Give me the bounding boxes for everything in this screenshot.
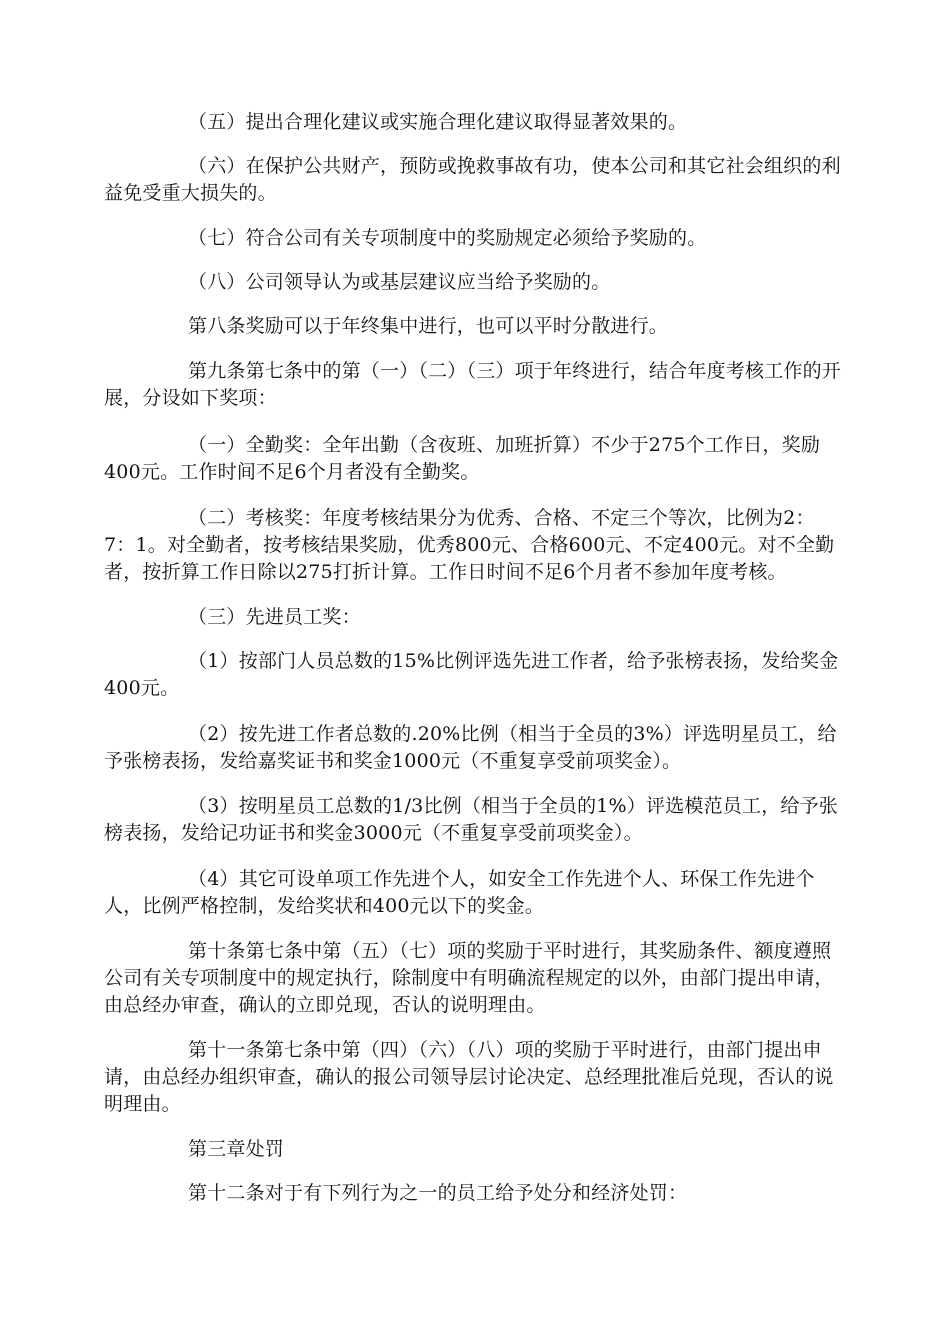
paragraph-article-9: 第九条第七条中的第（一）（二）（三）项于年终进行，结合年度考核工作的开展，分设如下奖项： xyxy=(104,360,842,409)
paragraph-article-8: 第八条奖励可以于年终集中进行，也可以平时分散进行。 xyxy=(188,315,669,337)
paragraph-item-5: （五）提出合理化建议或实施合理化建议取得显著效果的。 xyxy=(188,111,688,133)
paragraph-advanced-staff-award: （三）先进员工奖： xyxy=(188,606,361,628)
paragraph-assessment-award: （二）考核奖：年度考核结果分为优秀、合格、不定三个等次，比例为2：7：1。对全勤者，按考核结果奖励，优秀800元、合格600元、不定400元。对不全勤者，按折算工作日除以275打折计算。工作日时间不足6个月者不参加年度考核。 xyxy=(104,507,835,583)
paragraph-advanced-staff-1: （1）按部门人员总数的15%比例评选先进工作者，给予张榜表扬，发给奖金400元。 xyxy=(104,650,839,699)
paragraph-item-6: （六）在保护公共财产，预防或挽救事故有功，使本公司和其它社会组织的利益免受重大损失的。 xyxy=(104,155,841,204)
paragraph-article-10: 第十条第七条中第（五）（七）项的奖励于平时进行，其奖励条件、额度遵照公司有关专项制度中的规定执行，除制度中有明确流程规定的以外，由部门提出申请，由总经办审查，确认的立即兑现，否认的说明理由。 xyxy=(104,940,834,1016)
paragraph-advanced-staff-4: （4）其它可设单项工作先进个人，如安全工作先进个人、环保工作先进个人，比例严格控制，发给奖状和400元以下的奖金。 xyxy=(104,868,815,917)
paragraph-article-12: 第十二条对于有下列行为之一的员工给予处分和经济处罚： xyxy=(188,1182,688,1204)
paragraph-advanced-staff-3: （3）按明星员工总数的1/3比例（相当于全员的1%）评选模范员工，给予张榜表扬，发给记功证书和奖金3000元（不重复享受前项奖金）。 xyxy=(104,795,839,844)
paragraph-advanced-staff-2: （2）按先进工作者总数的.20%比例（相当于全员的3%）评选明星员工，给予张榜表扬，发给嘉奖证书和奖金1000元（不重复享受前项奖金）。 xyxy=(104,723,837,772)
paragraph-item-8: （八）公司领导认为或基层建议应当给予奖励的。 xyxy=(188,271,611,293)
paragraph-item-7: （七）符合公司有关专项制度中的奖励规定必须给予奖励的。 xyxy=(188,227,707,249)
paragraph-attendance-award: （一）全勤奖：全年出勤（含夜班、加班折算）不少于275个工作日，奖励400元。工作时间不足6个月者没有全勤奖。 xyxy=(104,434,821,483)
paragraph-article-11: 第十一条第七条中第（四）（六）（八）项的奖励于平时进行，由部门提出申请，由总经办组织审查，确认的报公司领导层讨论决定、总经理批准后兑现，否认的说明理由。 xyxy=(104,1039,834,1115)
chapter-heading-penalties: 第三章处罚 xyxy=(188,1138,285,1160)
